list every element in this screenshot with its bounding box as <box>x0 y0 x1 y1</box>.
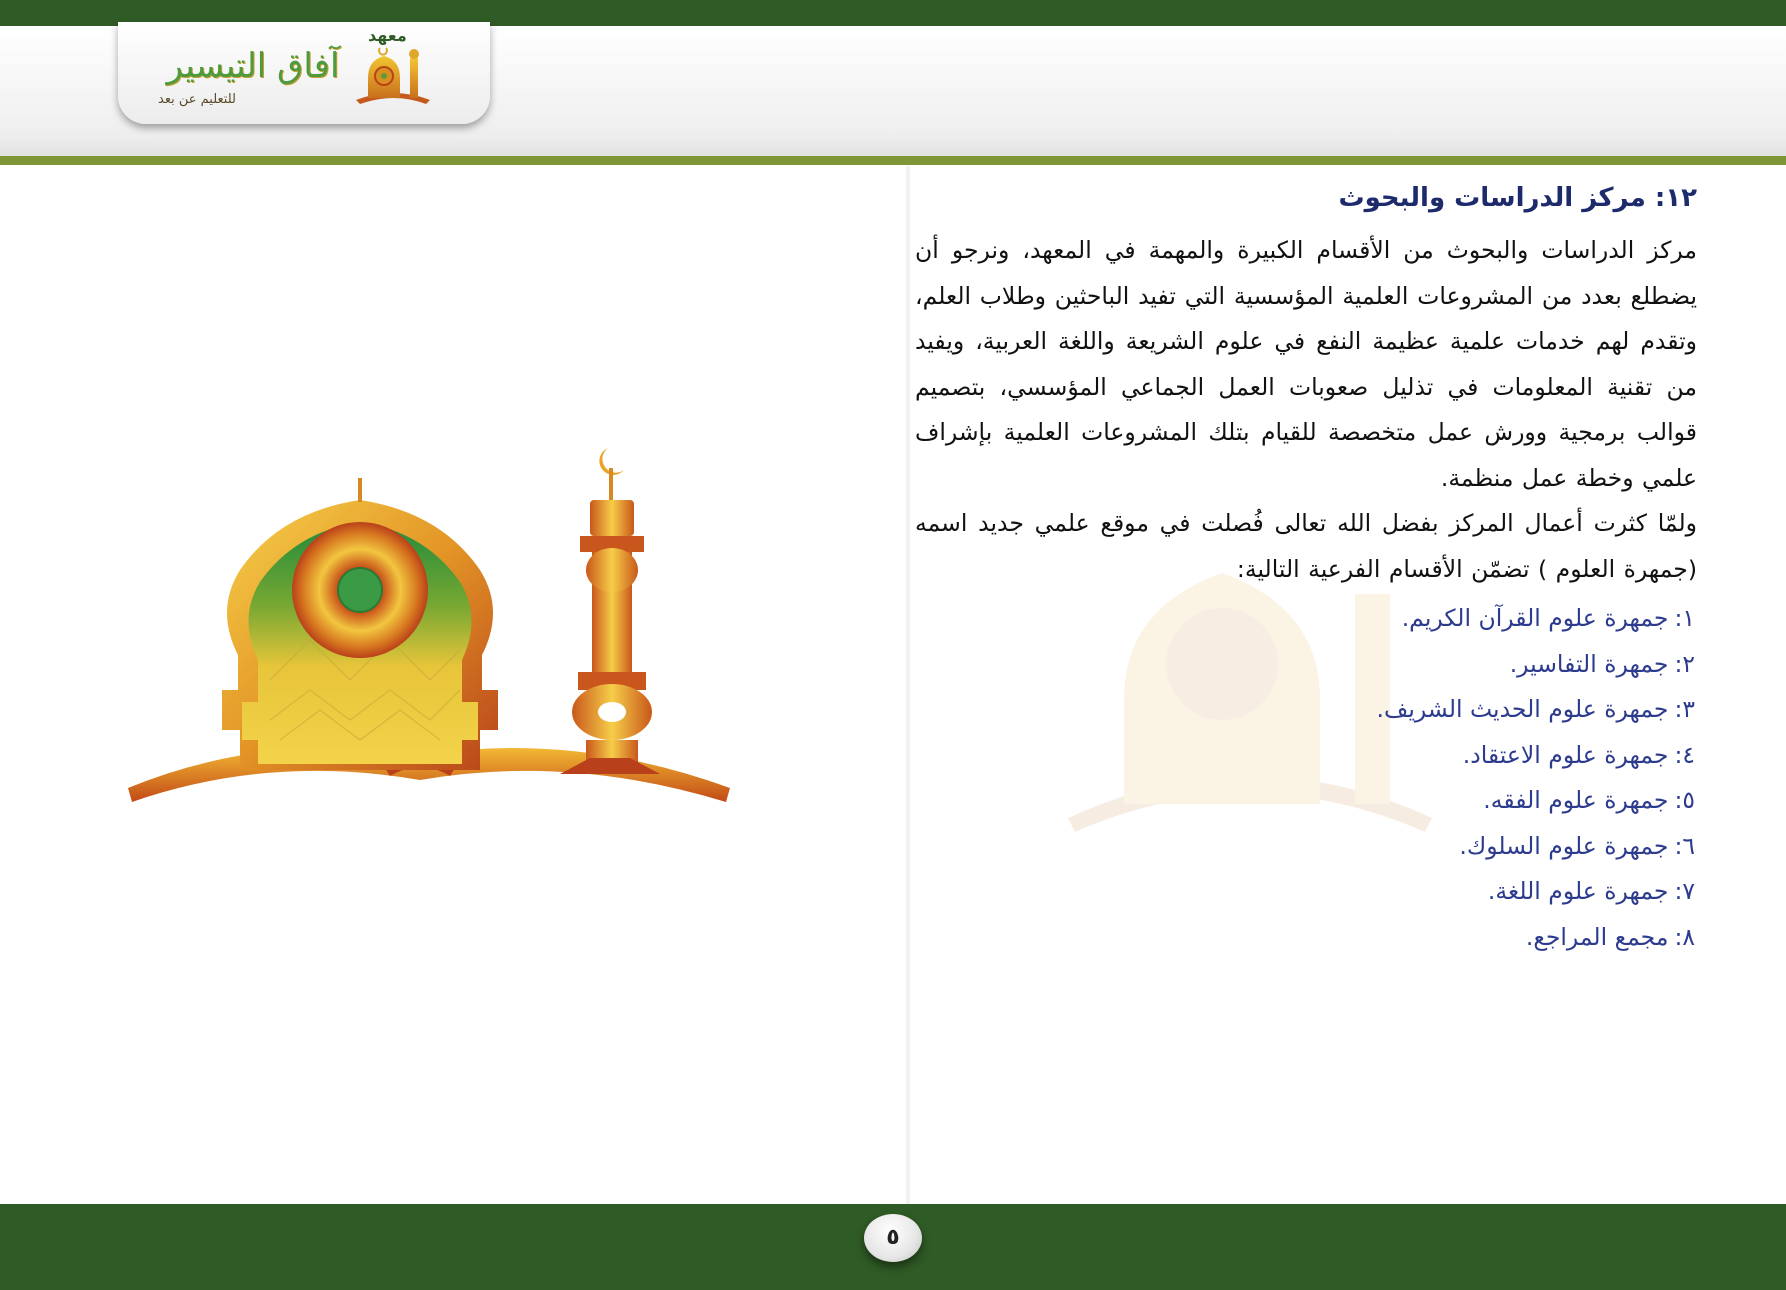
list-item-text: جمهرة علوم الاعتقاد. <box>1462 740 1669 769</box>
subsections-paragraph: ولمّا كثرت أعمال المركز بفضل الله تعالى فُصلت في موقع علمي جديد اسمه (جمهرة العلوم ) تضمّن الأقسام الفرعية التالية: <box>915 509 1697 583</box>
list-item-text: جمهرة علوم اللغة. <box>1487 877 1669 905</box>
logo-subtitle-text: للتعليم عن بعد <box>158 92 236 107</box>
page-number: ٥ <box>864 1214 922 1262</box>
page-spine <box>905 166 911 1204</box>
list-item <box>915 778 1697 824</box>
list-item <box>915 869 1697 915</box>
logo-name-text: آفاق التيسير <box>166 46 340 86</box>
list-item-number: ١: <box>1674 604 1695 632</box>
list-item-text: مجمع المراجع. <box>1525 922 1669 951</box>
list-item <box>915 596 1697 642</box>
list-item-number: ٣: <box>1674 695 1695 723</box>
subsections-list <box>915 596 1697 960</box>
list-item-number: ٤: <box>1674 740 1695 769</box>
list-item-text: جمهرة علوم الفقه. <box>1483 786 1669 814</box>
list-item-number: ٥: <box>1674 786 1695 814</box>
logo-top-text: معهد <box>368 26 407 45</box>
institute-logo <box>118 22 490 124</box>
list-item <box>915 642 1697 688</box>
mosque-emblem-icon <box>120 440 740 920</box>
list-item-number: ٢: <box>1674 649 1695 678</box>
list-item-text: جمهرة علوم القرآن الكريم. <box>1401 604 1669 632</box>
section-title: ١٢: مركز الدراسات والبحوث <box>1338 183 1697 213</box>
page-content <box>915 180 1697 960</box>
list-item <box>915 687 1697 733</box>
intro-paragraph: مركز الدراسات والبحوث من الأقسام الكبيرة والمهمة في المعهد، ونرجو أن يضطلع بعدد من المشروعات العلمية المؤسسية التي تفيد الباحثين وطلاب العلم، وتقدم لهم خدمات علمية عظيمة النفع في علوم الشريعة واللغة العربية، ويفيد من تقنية المعلومات في تذليل صعوبات العمل الجماعي المؤسسي، بتصميم قوالب برمجية وورش عمل متخصصة للقيام بتلك المشروعات العلمية بإشراف علمي وخطة عمل منظمة. <box>915 236 1697 492</box>
list-item-number: ٦: <box>1674 831 1695 860</box>
list-item-text: جمهرة علوم الحديث الشريف. <box>1376 695 1669 723</box>
list-item-text: جمهرة علوم السلوك. <box>1459 831 1669 860</box>
list-item <box>915 824 1697 870</box>
list-item-number: ٨: <box>1674 922 1695 951</box>
list-item-number: ٧: <box>1674 877 1695 905</box>
list-item <box>915 915 1697 961</box>
list-item-text: جمهرة التفاسير. <box>1509 649 1669 678</box>
list-item <box>915 733 1697 779</box>
header-rule <box>0 156 1786 165</box>
